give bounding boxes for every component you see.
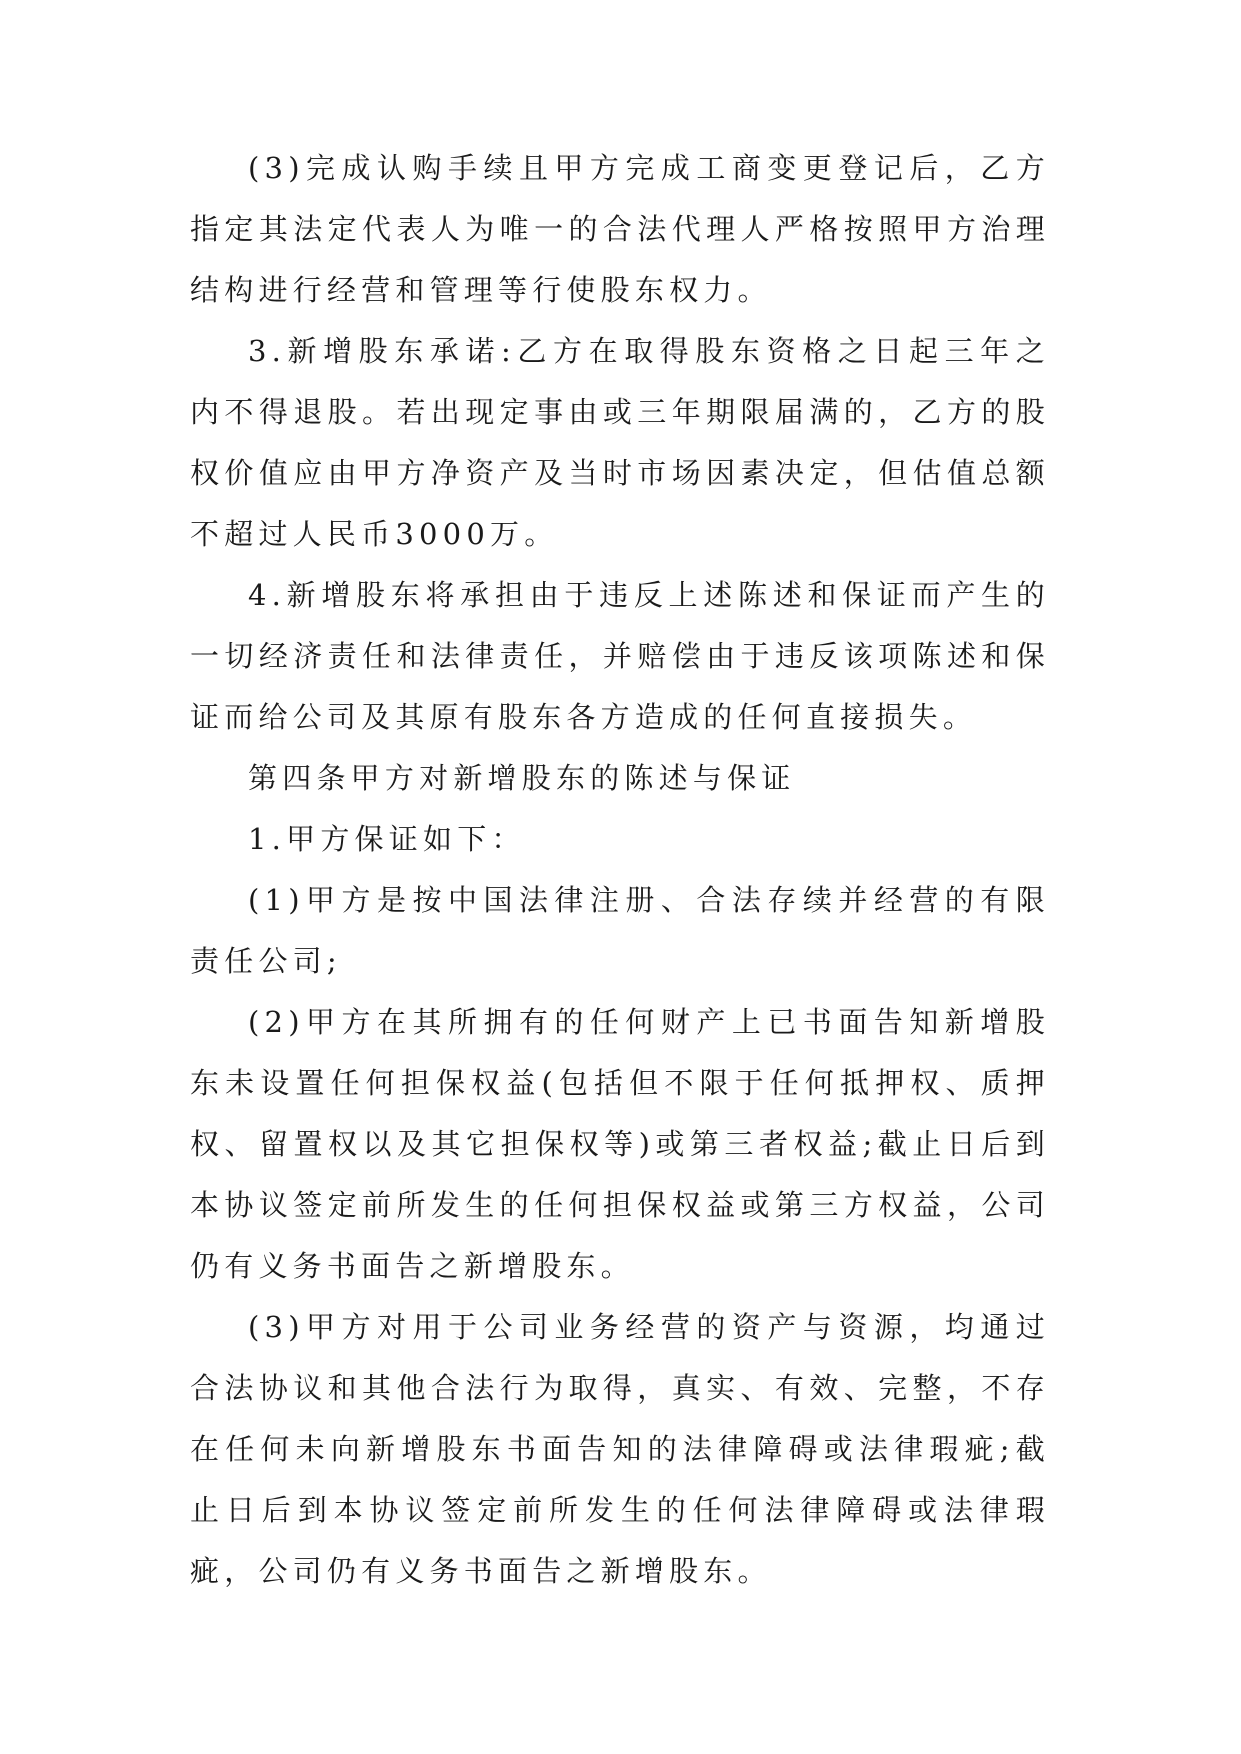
paragraph-subscription-agent: (3)完成认购手续且甲方完成工商变更登记后，乙方指定其法定代表人为唯一的合法代理人严格按照甲方治理结构进行经营和管理等行使股东权力。 bbox=[190, 151, 1050, 307]
paragraph-shareholder-commitment: 3.新增股东承诺:乙方在取得股东资格之日起三年之内不得退股。若出现定事由或三年期限届满的，乙方的股权价值应由甲方净资产及当时市场因素决定，但估值总额不超过人民币3000万。 bbox=[190, 334, 1050, 551]
paragraph-guarantees-intro: 1.甲方保证如下： bbox=[248, 822, 526, 856]
paragraph-guarantee-2: (2)甲方在其所拥有的任何财产上已书面告知新增股东未设置任何担保权益(包括但不限于任何抵押权、质押权、留置权以及其它担保权等)或第三者权益;截止日后到本协议签定前所发生的任何担保权益或第三方权益，公司仍有义务书面告之新增股东。 bbox=[190, 1005, 1050, 1283]
paragraph-liability: 4.新增股东将承担由于违反上述陈述和保证而产生的一切经济责任和法律责任，并赔偿由于违反该项陈述和保证而给公司及其原有股东各方造成的任何直接损失。 bbox=[190, 578, 1050, 734]
paragraph-guarantee-3: (3)甲方对用于公司业务经营的资产与资源，均通过合法协议和其他合法行为取得，真实、有效、完整，不存在任何未向新增股东书面告知的法律障碍或法律瑕疵;截止日后到本协议签定前所发生的任何法律障碍或法律瑕疵，公司仍有义务书面告之新增股东。 bbox=[190, 1310, 1050, 1588]
document-page bbox=[190, 138, 1050, 1602]
article-four-heading: 第四条甲方对新增股东的陈述与保证 bbox=[248, 761, 796, 795]
paragraph-guarantee-1: (1)甲方是按中国法律注册、合法存续并经营的有限责任公司; bbox=[190, 883, 1050, 978]
